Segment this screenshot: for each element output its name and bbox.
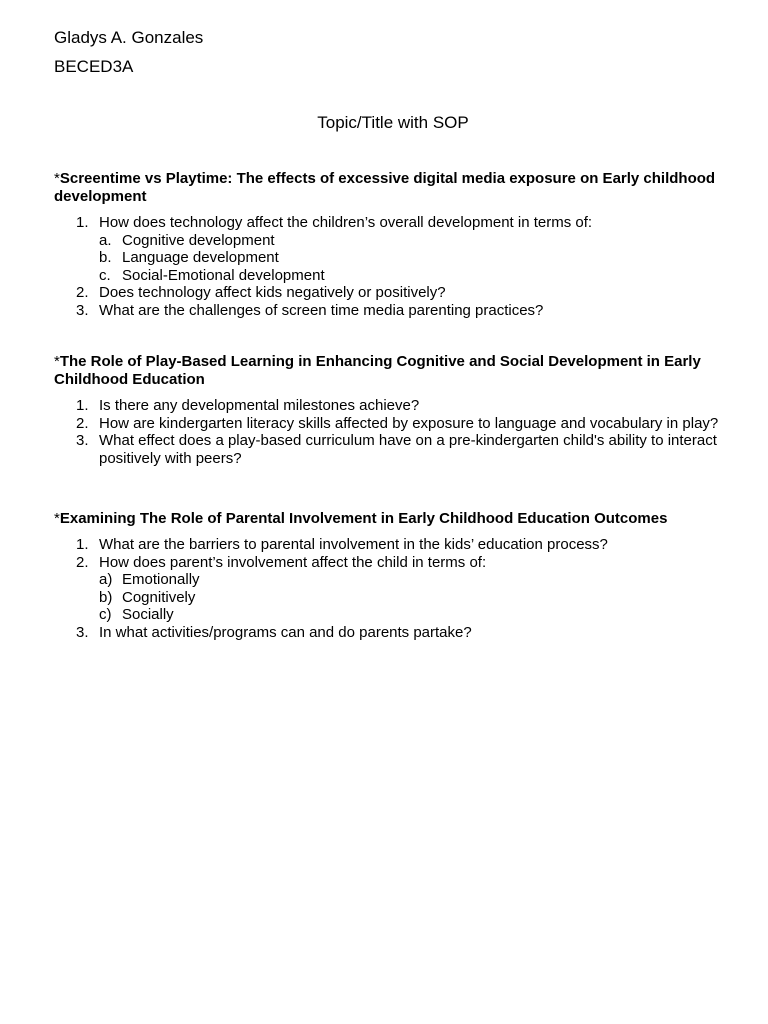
sub-item <box>99 571 734 589</box>
sub-item <box>99 267 734 285</box>
question-item <box>54 302 734 320</box>
question-list <box>54 536 734 642</box>
sub-item-marker: a) <box>99 571 113 589</box>
topic-star: * <box>54 510 60 527</box>
sub-item-marker: c. <box>99 266 111 284</box>
question-text: In what activities/programs can and do parents partake? <box>99 623 472 641</box>
sub-item-marker: c) <box>99 606 112 624</box>
topic-block <box>54 353 734 467</box>
class-section: BECED3A <box>54 57 134 76</box>
topic-star: * <box>54 353 60 370</box>
topic-block <box>54 510 734 642</box>
sub-item-text: Socially <box>122 606 174 624</box>
sub-item-text: Language development <box>122 249 279 267</box>
sub-item-marker: b) <box>99 588 113 606</box>
topic-heading-text: Examining The Role of Parental Involvement in Early Childhood Education Outcomes <box>59 510 668 527</box>
question-list <box>54 214 734 320</box>
topic-heading <box>54 170 734 206</box>
question-number: 3. <box>76 432 89 450</box>
question-number: 2. <box>76 284 89 302</box>
sub-item-text: Cognitively <box>122 588 196 606</box>
topic-heading-text: The Role of Play-Based Learning in Enhancing Cognitive and Social Development in Early Childhood Education <box>54 353 701 388</box>
question-text: How does technology affect the children’s overall development in terms of: <box>99 214 593 231</box>
sub-item-list <box>99 232 734 285</box>
question-number: 3. <box>76 301 89 319</box>
sub-item <box>99 589 734 607</box>
question-text: What are the challenges of screen time media parenting practices? <box>99 301 544 319</box>
question-item <box>54 536 734 554</box>
question-item <box>54 397 734 415</box>
topic-star: * <box>54 170 60 187</box>
document-title: Topic/Title with SOP <box>317 113 469 132</box>
question-number: 2. <box>76 414 89 432</box>
sub-item <box>99 249 734 267</box>
sub-item <box>99 232 734 250</box>
sub-item-text: Social-Emotional development <box>122 266 325 284</box>
question-text: Is there any developmental milestones achieve? <box>99 397 420 414</box>
question-item <box>54 415 734 433</box>
question-item <box>54 284 734 302</box>
question-number: 1. <box>76 214 89 231</box>
question-text: What effect does a play-based curriculum have on a pre-kindergarten child's ability to interact positively with peers? <box>99 432 717 467</box>
question-text: What are the barriers to parental involvement in the kids’ education process? <box>99 536 608 553</box>
question-number: 1. <box>76 536 89 553</box>
author-name: Gladys A. Gonzales <box>54 28 204 47</box>
question-list <box>54 397 734 467</box>
question-text: How are kindergarten literacy skills affected by exposure to language and vocabulary in play? <box>99 414 719 432</box>
topic-heading-text: Screentime vs Playtime: The effects of excessive digital media exposure on Early childhood development <box>54 170 716 205</box>
question-number: 3. <box>76 623 89 641</box>
topic-heading <box>54 510 734 528</box>
question-text: How does parent’s involvement affect the child in terms of: <box>99 553 487 571</box>
question-item <box>54 432 734 467</box>
sub-item <box>99 606 734 624</box>
sub-item-text: Emotionally <box>122 571 200 589</box>
question-item <box>54 554 734 624</box>
sub-item-marker: b. <box>99 249 112 267</box>
question-number: 2. <box>76 553 89 571</box>
topic-heading <box>54 353 734 389</box>
sub-item-marker: a. <box>99 231 112 249</box>
topic-block <box>54 170 734 320</box>
question-item <box>54 214 734 284</box>
sub-item-list <box>99 571 734 624</box>
question-item <box>54 624 734 642</box>
sub-item-text: Cognitive development <box>122 231 275 249</box>
question-text: Does technology affect kids negatively or positively? <box>99 284 446 302</box>
question-number: 1. <box>76 397 89 414</box>
